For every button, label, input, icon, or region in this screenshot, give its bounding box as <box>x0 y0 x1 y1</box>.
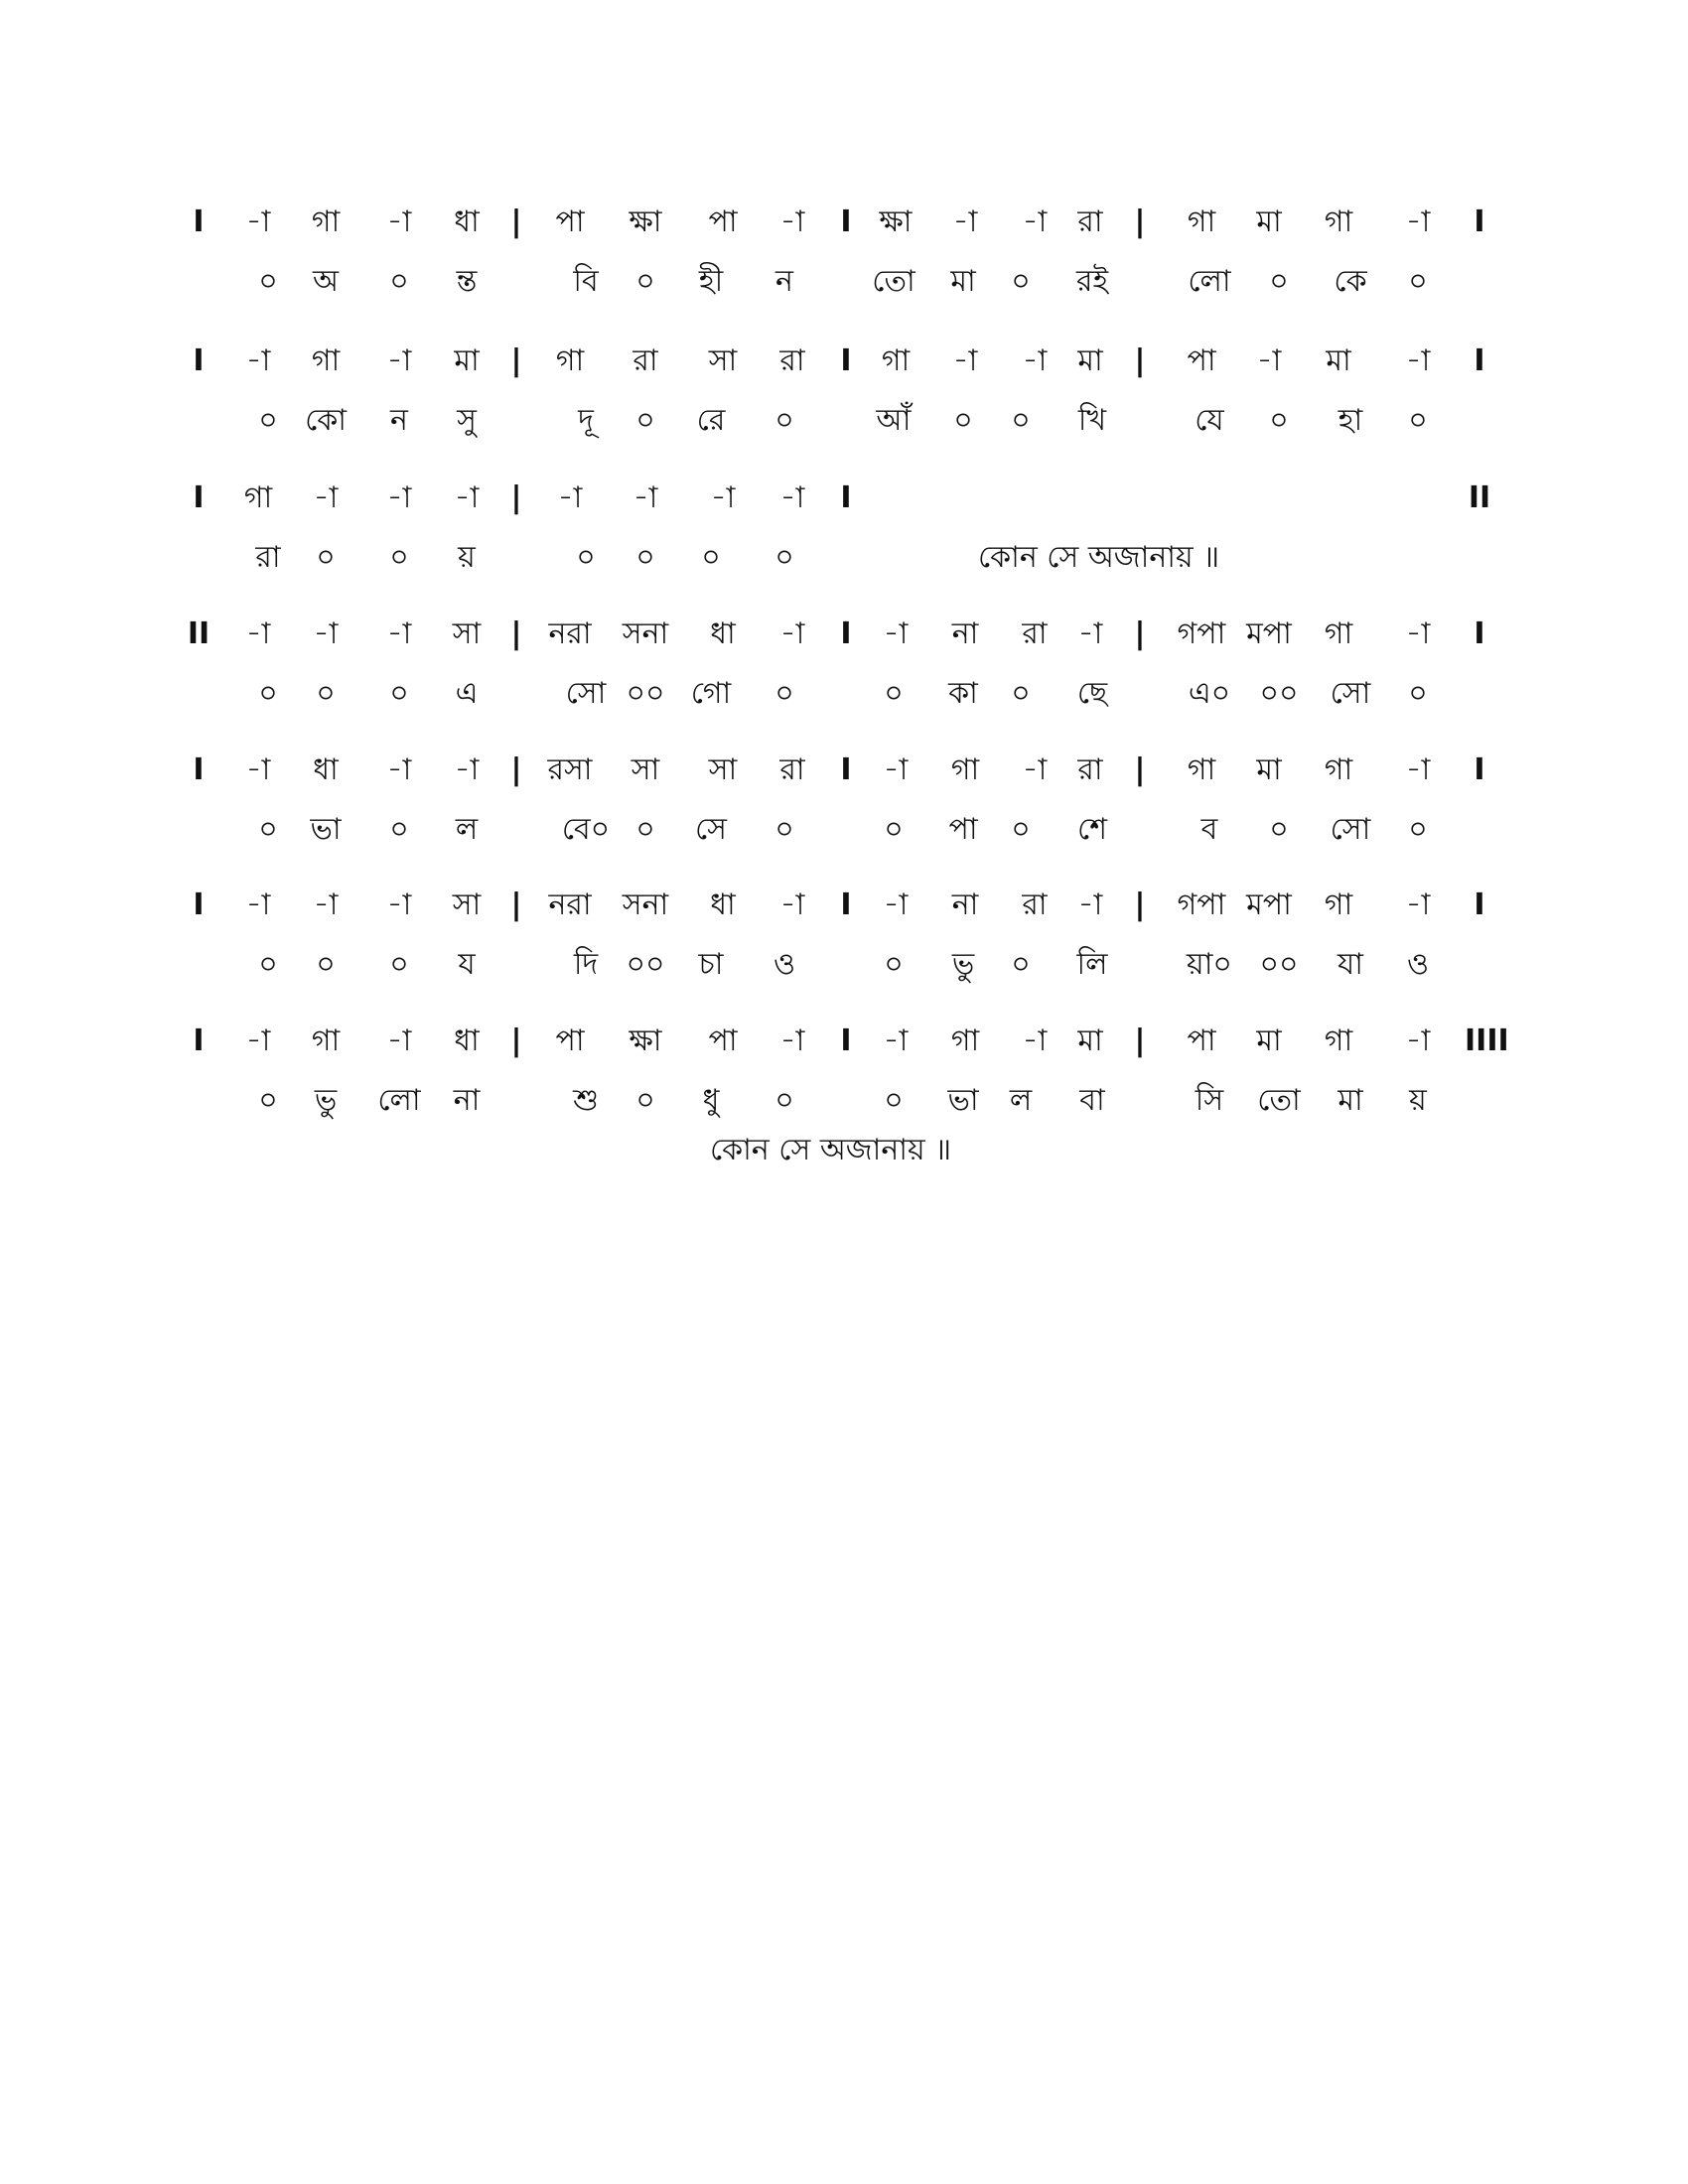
note: -া <box>454 480 480 515</box>
syllable: লি <box>1076 947 1108 982</box>
note: -া <box>710 480 736 515</box>
syllable: মা <box>1337 1083 1363 1118</box>
bar-line: | <box>510 205 522 239</box>
syllable: ০ <box>258 403 278 438</box>
syllable: মা <box>950 264 976 299</box>
bar-line: II <box>187 616 211 651</box>
note: গা <box>1324 887 1353 922</box>
syllable: ন <box>775 264 793 299</box>
syllable: দি <box>573 947 599 982</box>
syllable: ০০ <box>626 947 665 982</box>
syllable: এ <box>455 676 479 711</box>
syllable: ব <box>1200 812 1218 847</box>
note: -া <box>386 1024 412 1058</box>
note: মা <box>1256 1024 1282 1058</box>
bar-line: I <box>840 616 852 651</box>
syllable: ০ <box>316 676 336 711</box>
syllable: ভা <box>947 1083 979 1118</box>
note: না <box>951 887 979 922</box>
syllable: ০ <box>774 403 794 438</box>
note: না <box>951 616 979 651</box>
syllable: হা <box>1337 403 1363 438</box>
note: ধা <box>710 616 736 651</box>
note: গা <box>311 205 341 239</box>
note: -া <box>779 205 805 239</box>
bar-line: I <box>840 752 852 787</box>
bar-line: | <box>510 887 522 922</box>
note: -া <box>557 480 583 515</box>
syllable: আঁ <box>876 403 912 438</box>
syllable: যা <box>1337 947 1363 982</box>
syllable: ০ <box>389 676 409 711</box>
note: সনা <box>622 887 669 922</box>
note: -া <box>386 752 412 787</box>
bar-line: II <box>1468 480 1491 515</box>
syllable: শে <box>1077 812 1107 847</box>
note: রা <box>1022 887 1048 922</box>
note: রা <box>779 752 805 787</box>
syllable: য় <box>1409 1083 1427 1118</box>
lyrics-line <box>179 1077 1499 1125</box>
syllable: ০ <box>1408 264 1428 299</box>
bar-line: | <box>1134 887 1146 922</box>
syllable: ০ <box>701 540 721 575</box>
syllable: ০ <box>884 1083 904 1118</box>
note: ক্ষা <box>879 205 913 239</box>
note: -া <box>1405 205 1431 239</box>
note: মা <box>1256 205 1282 239</box>
note: -া <box>883 616 909 651</box>
syllable: ০ <box>1408 812 1428 847</box>
syllable: ল <box>1009 1083 1033 1118</box>
syllable: শু <box>573 1083 599 1118</box>
bar-line: I <box>193 205 205 239</box>
note: -া <box>1405 343 1431 378</box>
bar-line: I <box>840 1024 852 1058</box>
note: -া <box>883 887 909 922</box>
syllable: ০ <box>1269 264 1289 299</box>
note: -া <box>1077 616 1103 651</box>
note: রা <box>1077 752 1103 787</box>
note: -া <box>1405 752 1431 787</box>
bar-line: I <box>193 887 205 922</box>
syllable: পা <box>948 812 978 847</box>
notes-line <box>179 199 1499 246</box>
bar-line: I <box>840 343 852 378</box>
note: মপা <box>1246 616 1292 651</box>
syllable: ০ <box>1408 403 1428 438</box>
note: -া <box>386 205 412 239</box>
note: -া <box>313 887 339 922</box>
notes-line <box>179 611 1499 658</box>
note: মা <box>1077 343 1103 378</box>
bar-line: | <box>510 616 522 651</box>
note: রা <box>779 343 805 378</box>
syllable: দূ <box>578 403 594 438</box>
bar-line: I <box>840 205 852 239</box>
note: গপা <box>1177 887 1226 922</box>
syllable: ০০ <box>1259 947 1299 982</box>
syllable: ০ <box>389 540 409 575</box>
note: -া <box>245 616 271 651</box>
note: ধা <box>313 752 339 787</box>
note: পা <box>1187 1024 1216 1058</box>
note: গা <box>243 480 273 515</box>
syllable: ০ <box>1011 947 1031 982</box>
syllable: য <box>458 947 476 982</box>
syllable: ০ <box>635 264 655 299</box>
note: -া <box>1405 1024 1431 1058</box>
syllable: ছে <box>1076 676 1108 711</box>
note: গপা <box>1177 616 1226 651</box>
note: -া <box>1022 205 1048 239</box>
bar-line: I <box>193 1024 205 1058</box>
note: গা <box>1324 616 1353 651</box>
note: -া <box>779 480 805 515</box>
syllable: ০০ <box>626 676 665 711</box>
note: -া <box>386 343 412 378</box>
bar-line: | <box>1134 205 1146 239</box>
syllable: ন <box>390 403 408 438</box>
syllable: ০০ <box>1259 676 1299 711</box>
note: -া <box>454 752 480 787</box>
note: -া <box>245 343 271 378</box>
syllable: যে <box>1195 403 1224 438</box>
note: -া <box>245 752 271 787</box>
note: ধা <box>710 887 736 922</box>
note: -া <box>313 616 339 651</box>
bar-line: | <box>510 480 522 515</box>
note: -া <box>386 616 412 651</box>
bar-line: IIII <box>1465 1024 1509 1058</box>
syllable: ০ <box>774 1083 794 1118</box>
syllable: য়া০ <box>1187 947 1232 982</box>
syllable: না <box>453 1083 481 1118</box>
bar-line: | <box>1134 1024 1146 1058</box>
syllable: লো <box>1188 264 1231 299</box>
notes-line <box>179 882 1499 929</box>
note: রা <box>1077 205 1103 239</box>
syllable: ধু <box>702 1083 720 1118</box>
note: গা <box>555 343 585 378</box>
syllable: রে <box>696 403 726 438</box>
syllable: ০ <box>635 1083 655 1118</box>
note: সা <box>452 616 482 651</box>
syllable: ০ <box>1269 403 1289 438</box>
syllable: সে <box>695 812 727 847</box>
syllable: কা <box>948 676 978 711</box>
syllable: ও <box>773 947 796 982</box>
note: -া <box>883 752 909 787</box>
syllable: ০ <box>953 403 973 438</box>
note: গা <box>1324 752 1353 787</box>
bar-line: | <box>510 1024 522 1058</box>
note: মা <box>1256 752 1282 787</box>
note: গা <box>1324 1024 1353 1058</box>
note: -া <box>952 343 978 378</box>
note: ক্ষা <box>629 1024 662 1058</box>
syllable: বা <box>1079 1083 1105 1118</box>
note: -া <box>633 480 658 515</box>
note: -া <box>386 887 412 922</box>
bar-line: I <box>1474 205 1485 239</box>
lyrics-line <box>179 670 1499 718</box>
note: -া <box>1077 887 1103 922</box>
syllable: ০ <box>774 540 794 575</box>
bar-line: I <box>1474 887 1485 922</box>
note: -া <box>1256 343 1282 378</box>
syllable: ০ <box>635 540 655 575</box>
syllable: ০ <box>316 540 336 575</box>
note: মা <box>1326 343 1351 378</box>
notes-line <box>179 475 1499 522</box>
syllable: সি <box>1195 1083 1224 1118</box>
syllable: রই <box>1075 264 1109 299</box>
syllable: সু <box>457 403 477 438</box>
syllable: ০ <box>774 812 794 847</box>
syllable: ০ <box>1269 812 1289 847</box>
syllable: ভু <box>951 947 975 982</box>
note: সা <box>452 887 482 922</box>
note: পা <box>1187 343 1216 378</box>
note: -া <box>1022 1024 1048 1058</box>
note: রসা <box>547 752 593 787</box>
syllable: ০ <box>774 676 794 711</box>
syllable: খি <box>1077 403 1107 438</box>
bar-line: I <box>1474 616 1485 651</box>
syllable: ০ <box>884 676 904 711</box>
syllable: কো <box>305 403 347 438</box>
note: রা <box>633 343 658 378</box>
note: ধা <box>454 205 480 239</box>
syllable: ০ <box>389 947 409 982</box>
syllable: সো <box>1330 812 1371 847</box>
note: সা <box>708 343 738 378</box>
note: গা <box>881 343 911 378</box>
syllable: এ০ <box>1188 676 1231 711</box>
syllable: তো <box>872 264 915 299</box>
notes-line <box>179 1018 1509 1065</box>
note: ক্ষা <box>629 205 662 239</box>
syllable: লো <box>377 1083 421 1118</box>
syllable: ০ <box>635 403 655 438</box>
note: গা <box>950 1024 980 1058</box>
note: গা <box>311 1024 341 1058</box>
notes-line <box>179 747 1499 794</box>
note: সা <box>631 752 660 787</box>
note: পা <box>555 1024 585 1058</box>
note: -া <box>1022 343 1048 378</box>
syllable: সো <box>1330 676 1371 711</box>
syllable: ০ <box>884 947 904 982</box>
bar-line: I <box>840 480 852 515</box>
syllable: রা <box>255 540 281 575</box>
note: মা <box>1077 1024 1103 1058</box>
bar-line: I <box>193 480 205 515</box>
syllable: চা <box>698 947 724 982</box>
lyrics-line <box>179 534 1499 582</box>
bar-line: | <box>1134 752 1146 787</box>
note: -া <box>779 616 805 651</box>
bar-line: | <box>510 343 522 378</box>
bar-line: | <box>1134 616 1146 651</box>
note: গা <box>1187 752 1216 787</box>
syllable: তো <box>1257 1083 1301 1118</box>
note: নরা <box>548 616 592 651</box>
note: -া <box>245 887 271 922</box>
syllable: ০ <box>316 947 336 982</box>
note: গা <box>1187 205 1216 239</box>
note: গা <box>311 343 341 378</box>
syllable: ০ <box>258 812 278 847</box>
syllable: ০ <box>1011 812 1031 847</box>
syllable: সো <box>565 676 607 711</box>
syllable: হী <box>698 264 724 299</box>
note: -া <box>1022 752 1048 787</box>
syllable: ০ <box>389 264 409 299</box>
note: সনা <box>622 616 669 651</box>
note: ধা <box>454 1024 480 1058</box>
note: -া <box>779 887 805 922</box>
bar-line: I <box>840 887 852 922</box>
syllable: ০ <box>258 947 278 982</box>
bar-line: | <box>1134 343 1146 378</box>
note: -া <box>245 1024 271 1058</box>
bar-line: I <box>1474 343 1485 378</box>
note: -া <box>883 1024 909 1058</box>
lyrics-line <box>179 941 1499 989</box>
syllable: ভু <box>314 1083 338 1118</box>
note: সা <box>708 752 738 787</box>
syllable: কে <box>1334 264 1367 299</box>
syllable: ও <box>1406 947 1430 982</box>
lyrics-line <box>179 258 1499 306</box>
syllable: ০ <box>1011 676 1031 711</box>
closing-refrain: কোন সে অজানায় ॥ <box>710 1133 952 1167</box>
syllable: অ <box>313 264 339 299</box>
syllable: ল <box>455 812 479 847</box>
bar-line: I <box>193 343 205 378</box>
note: -া <box>313 480 339 515</box>
lyrics-line <box>179 806 1499 854</box>
note: রা <box>1022 616 1048 651</box>
syllable: ০ <box>576 540 596 575</box>
syllable: ভা <box>310 812 342 847</box>
note: পা <box>555 205 585 239</box>
refrain-text: কোন সে অজানায় ॥ <box>978 540 1220 575</box>
syllable: বে০ <box>561 812 611 847</box>
note: মা <box>454 343 480 378</box>
notes-line <box>179 338 1499 385</box>
note: -া <box>1405 616 1431 651</box>
note: -া <box>1405 887 1431 922</box>
bar-line: I <box>1474 752 1485 787</box>
syllable: ০ <box>258 676 278 711</box>
syllable: ০ <box>258 264 278 299</box>
bar-line: | <box>510 752 522 787</box>
syllable: ০ <box>389 812 409 847</box>
note: গা <box>1324 205 1353 239</box>
note: -া <box>245 205 271 239</box>
note: -া <box>386 480 412 515</box>
syllable: ০ <box>884 812 904 847</box>
bar-line: I <box>193 752 205 787</box>
syllable: গো <box>690 676 732 711</box>
note: নরা <box>548 887 592 922</box>
syllable: ০ <box>635 812 655 847</box>
note: -া <box>779 1024 805 1058</box>
note: মপা <box>1246 887 1292 922</box>
syllable: ০ <box>1011 264 1031 299</box>
note: গা <box>950 752 980 787</box>
lyrics-line <box>179 397 1499 445</box>
syllable: ০ <box>1408 676 1428 711</box>
syllable: ০ <box>258 1083 278 1118</box>
syllable: ন্ত <box>456 264 478 299</box>
note: -া <box>952 205 978 239</box>
syllable: ০ <box>1011 403 1031 438</box>
note: পা <box>708 1024 738 1058</box>
syllable: বি <box>573 264 599 299</box>
note: পা <box>708 205 738 239</box>
syllable: য় <box>458 540 476 575</box>
